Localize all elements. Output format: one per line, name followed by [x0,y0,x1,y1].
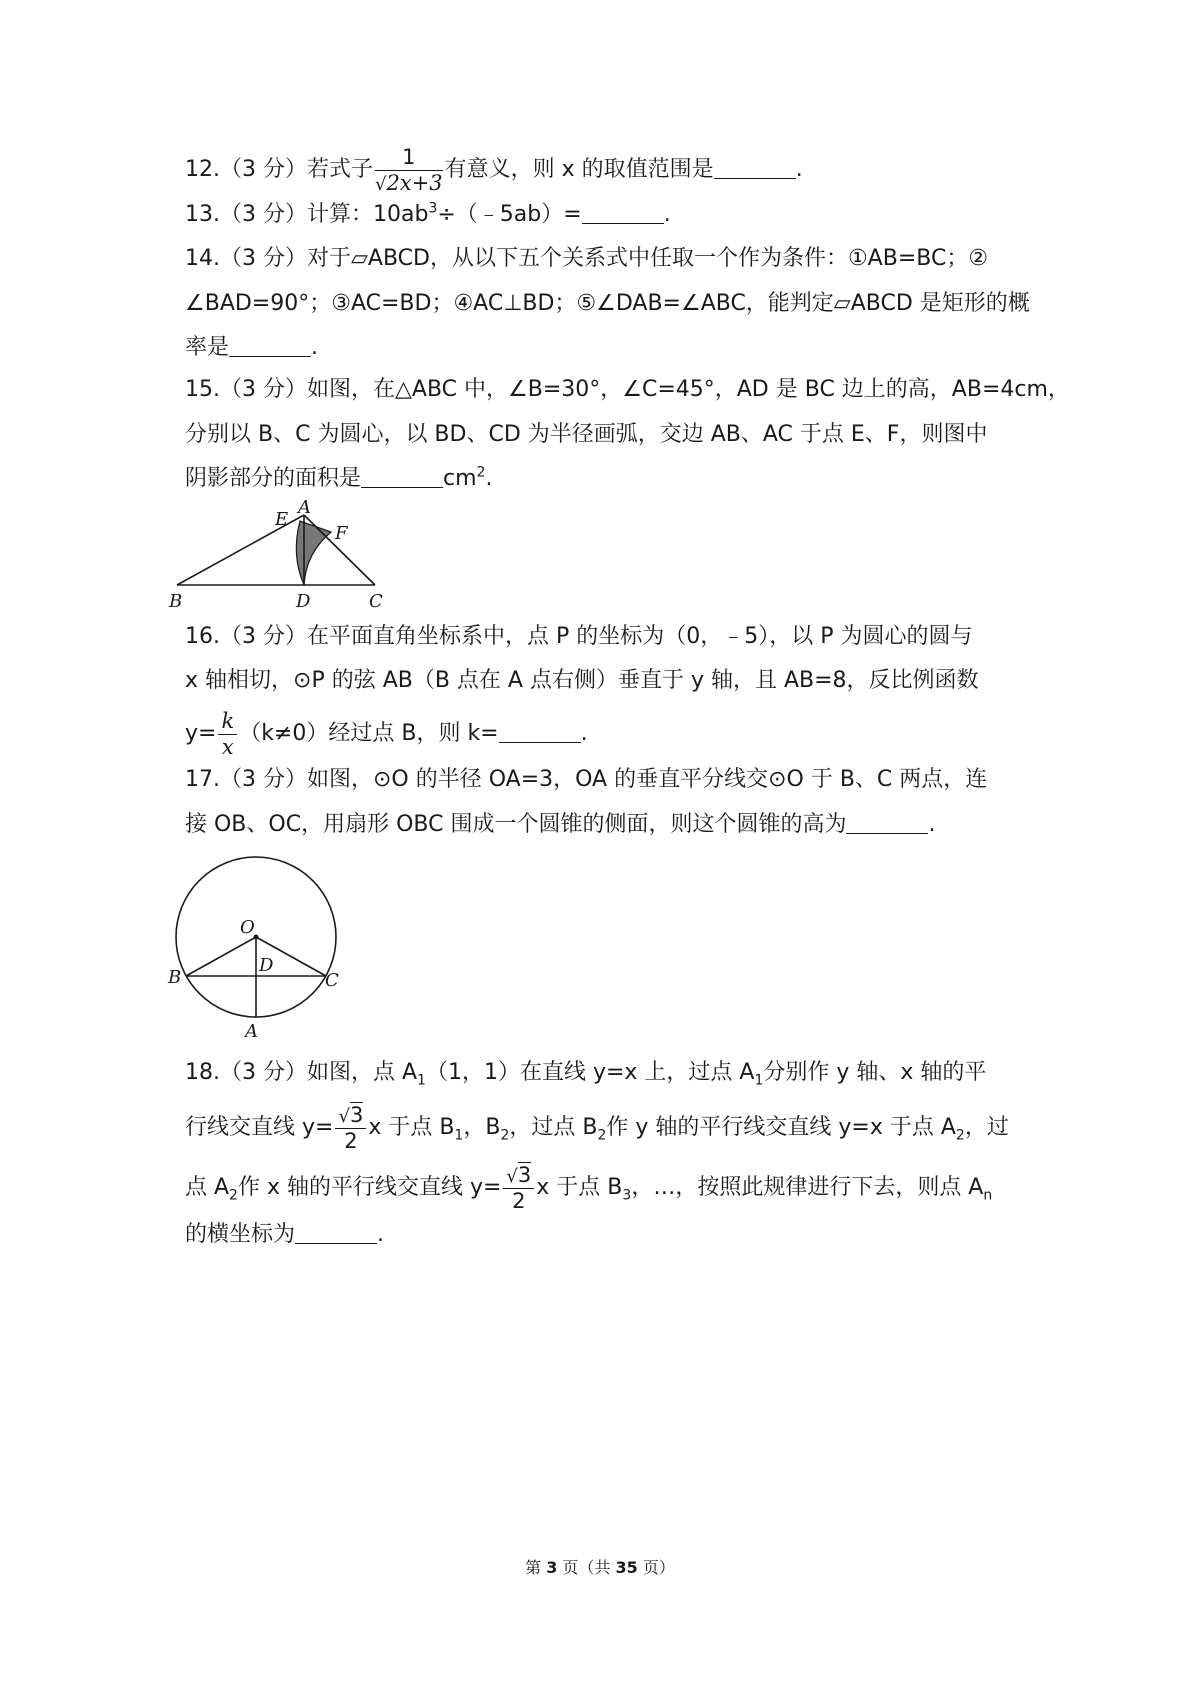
figure-17-circle [165,855,365,1040]
question-14-line-2: ∠BAD=90°；③AC=BD；④AC⊥BD；⑤∠DAB=∠ABC，能判定▱ABCD 是矩形的概 [185,291,1030,316]
label-b: B [169,591,183,612]
answer-blank[interactable] [846,811,928,834]
label-d: D [259,955,274,976]
label-a: A [245,1021,258,1040]
question-15-line-2: 分别以 B、C 为圆心，以 BD、CD 为半径画弧，交边 AB、AC 于点 E、F，则图中 [185,422,988,447]
fraction: $\frac{1}{√2x+3}$ [375,144,443,195]
answer-blank[interactable] [499,720,581,743]
question-15-line-3: 阴影部分的面积是 $cm^2$. [185,464,493,491]
question-12: 12.（3 分）若式子 $\frac{1}{√2x+3}$ 有意义，则 x 的取值范围是 . [185,144,803,195]
question-18-line-2: 行线交直线 y= $\frac{√3}{2}$ x 于点 $B_1$，$B_2$，过点 $B_2$作 y 轴的平行线交直线 y=x 于点 $A_2$，过 [185,1102,1009,1153]
answer-blank[interactable] [361,465,443,488]
label-e: E [275,509,289,530]
question-16-line-2: x 轴相切，⊙P 的弦 AB（B 点在 A 点右侧）垂直于 y 轴，且 AB=8，反比例函数 [185,668,979,693]
label-c: C [369,591,383,612]
question-15-line-1: 15.（3 分）如图，在△ABC 中，∠B=30°，∠C=45°，AD 是 BC 边上的高，AB=4cm， [185,377,1070,402]
question-17-line-2: 接 OB、OC，用扇形 OBC 围成一个圆锥的侧面，则这个圆锥的高为 . [185,812,936,837]
question-13: 13.（3 分）计算：$10ab^3\div(﹣5ab)=$ . [185,200,671,227]
page-footer: 第 3 页（共 35 页） [525,1558,675,1577]
label-f: F [335,523,348,544]
answer-blank[interactable] [229,334,311,357]
question-16-line-1: 16.（3 分）在平面直角坐标系中，点 P 的坐标为（0，﹣5），以 P 为圆心的圆与 [185,624,973,649]
fraction: $\frac{k}{x}$ [218,711,237,758]
label-b: B [168,967,182,988]
fraction: $\frac{√3}{2}$ [503,1165,534,1212]
question-17-line-1: 17.（3 分）如图，⊙O 的半径 OA=3，OA 的垂直平分线交⊙O 于 B、C 两点，连 [185,767,988,792]
shaded-region [296,521,331,585]
label-c: C [325,970,339,991]
question-18-line-4: 的横坐标为 . [185,1222,385,1247]
label-d: D [296,591,311,612]
question-14-line-3: 率是 . [185,335,319,360]
figure-15-triangle [165,495,405,615]
label-o: O [240,917,255,938]
answer-blank[interactable] [582,201,664,224]
question-14-line-1: 14.（3 分）对于▱ABCD，从以下五个关系式中任取一个作为条件：①AB=BC；② [185,246,989,271]
question-16-line-3: y= $\frac{k}{x}$ （k≠0）经过点 B，则 k= . [185,708,588,759]
question-18-line-3: 点 $A_2$作 x 轴的平行线交直线 y= $\frac{√3}{2}$ x 于点 $B_3$，…，按照此规律进行下去，则点 $A_n$ [185,1162,993,1213]
fraction: $\frac{√3}{2}$ [335,1105,366,1152]
label-a: A [298,497,311,518]
question-18-line-1: 18.（3 分）如图，点 $A_1(1$，1）在直线 y=x 上，过点 $A_1$分别作 y 轴、x 轴的平 [185,1060,987,1089]
answer-blank[interactable] [714,156,796,179]
answer-blank[interactable] [295,1221,377,1244]
radius-ob [186,937,256,976]
